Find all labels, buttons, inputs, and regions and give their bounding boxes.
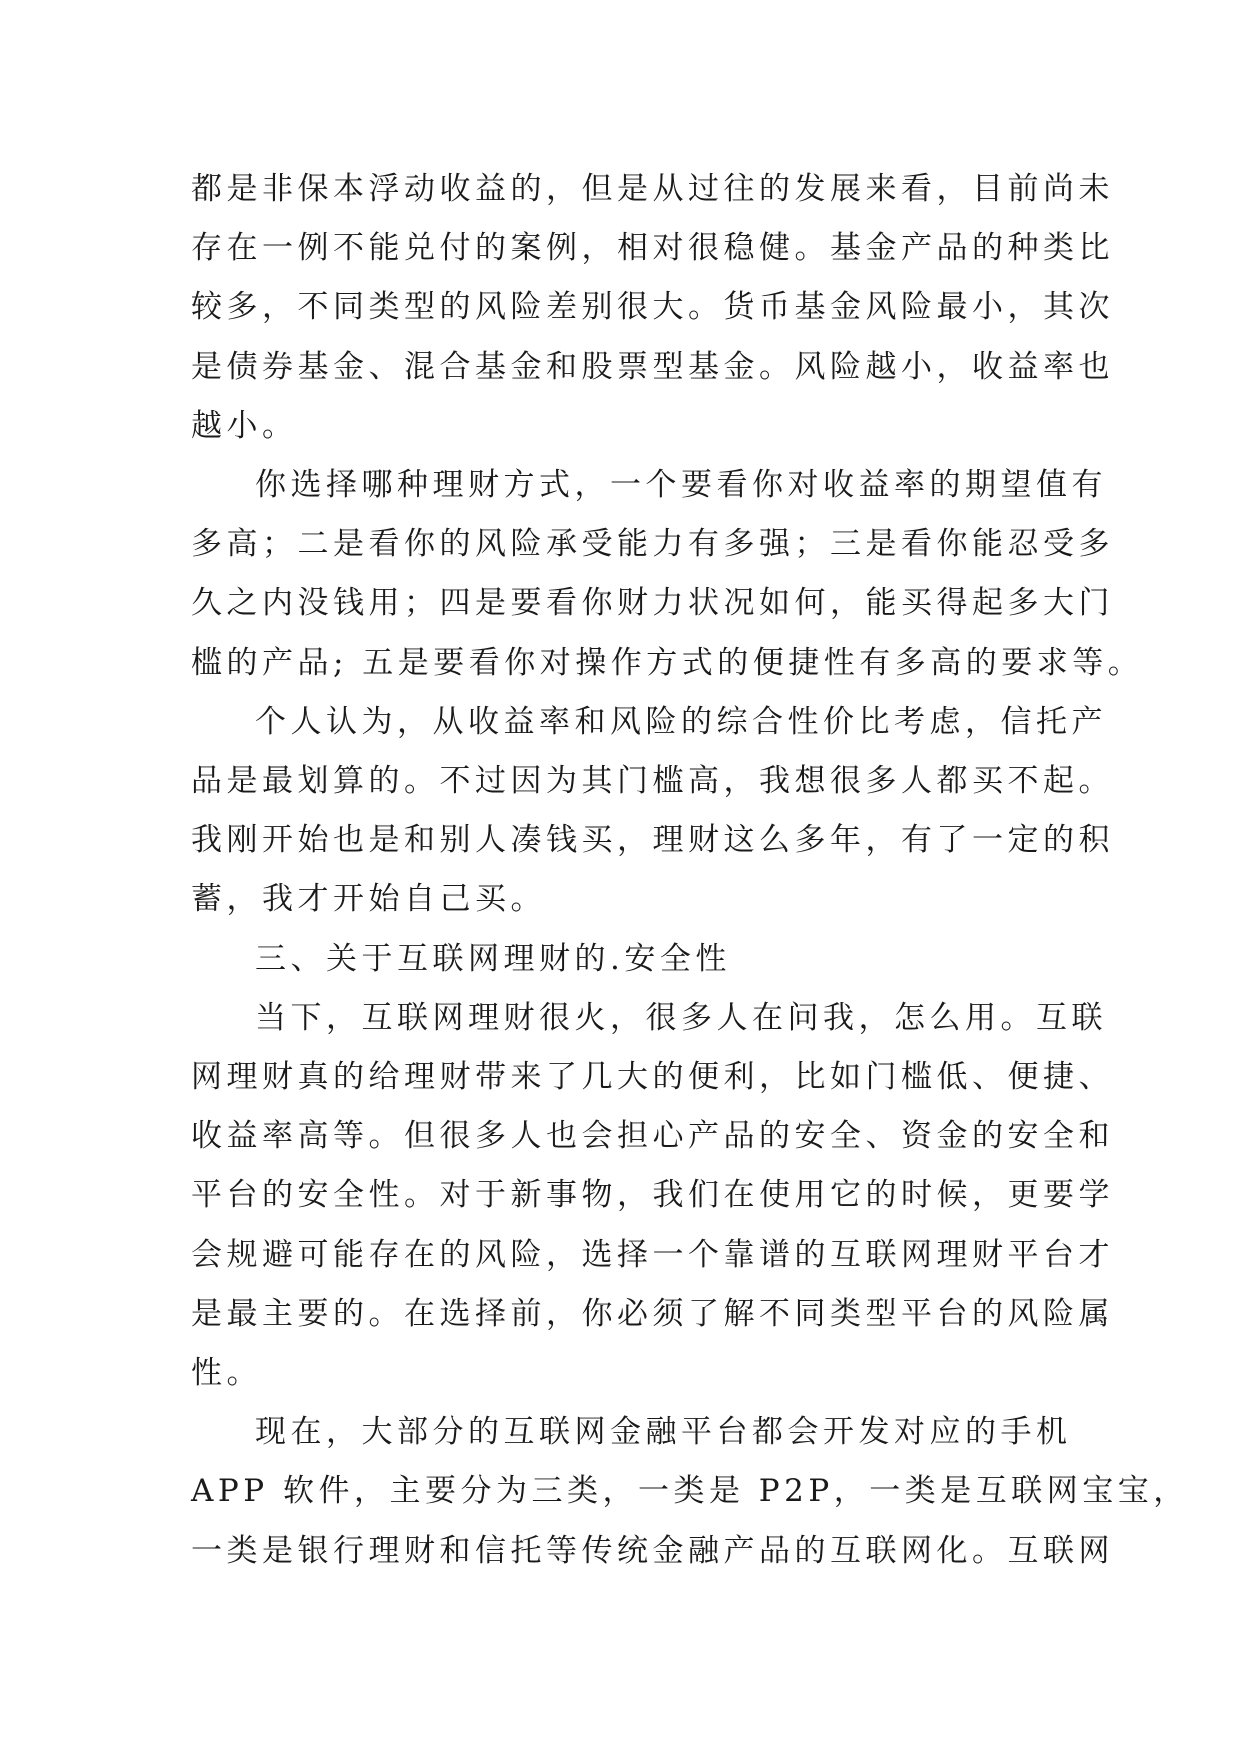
text-line: 槛的产品; 五是要看你对操作方式的便捷性有多高的要求等。	[191, 644, 1144, 681]
text-line: 多高；二是看你的风险承受能力有多强；三是看你能忍受多	[191, 526, 1114, 563]
body-text	[191, 160, 1189, 1581]
text-line: 我刚开始也是和别人凑钱买，理财这么多年，有了一定的积	[191, 822, 1114, 859]
paragraph-internet-finance	[191, 989, 1114, 1403]
text-line: APP 软件，主要分为三类，一类是 P2P，一类是互联网宝宝，	[191, 1473, 1189, 1510]
text-line: 存在一例不能兑付的案例，相对很稳健。基金产品的种类比	[191, 230, 1114, 267]
paragraph-app-types	[191, 1403, 1189, 1581]
section-heading	[191, 930, 1051, 989]
paragraph-choosing-method	[191, 456, 1144, 693]
text-line: 当下，互联网理财很火，很多人在问我，怎么用。互联	[255, 999, 1107, 1036]
text-line: 是债券基金、混合基金和股票型基金。风险越小，收益率也	[191, 348, 1114, 385]
text-line: 网理财真的给理财带来了几大的便利，比如门槛低、便捷、	[191, 1059, 1114, 1096]
paragraph-fund-risk-continued	[191, 160, 1114, 456]
text-line: 平台的安全性。对于新事物，我们在使用它的时候，更要学	[191, 1177, 1114, 1214]
text-line: 都是非保本浮动收益的，但是从过往的发展来看，目前尚未	[191, 171, 1114, 207]
text-line: 是最主要的。在选择前，你必须了解不同类型平台的风险属	[191, 1295, 1114, 1332]
text-line: 一类是银行理财和信托等传统金融产品的互联网化。互联网	[191, 1532, 1114, 1569]
text-line: 收益率高等。但很多人也会担心产品的安全、资金的安全和	[191, 1118, 1114, 1155]
text-line: 你选择哪种理财方式，一个要看你对收益率的期望值有	[255, 467, 1107, 504]
text-line: 现在，大部分的互联网金融平台都会开发对应的手机	[255, 1414, 1072, 1451]
text-line: 较多，不同类型的风险差别很大。货币基金风险最小，其次	[191, 289, 1114, 326]
heading-line: 三、关于互联网理财的.安全性	[255, 940, 731, 977]
text-line: 品是最划算的。不过因为其门槛高，我想很多人都买不起。	[191, 763, 1114, 800]
paragraph-personal-opinion	[191, 693, 1114, 930]
text-line: 久之内没钱用；四是要看你财力状况如何，能买得起多大门	[191, 585, 1114, 622]
text-line: 性。	[191, 1355, 262, 1392]
text-line: 个人认为，从收益率和风险的综合性价比考虑，信托产	[255, 703, 1107, 740]
text-line: 蓄，我才开始自己买。	[191, 881, 546, 918]
text-line: 会规避可能存在的风险，选择一个靠谱的互联网理财平台才	[191, 1236, 1114, 1273]
text-line: 越小。	[191, 407, 298, 444]
